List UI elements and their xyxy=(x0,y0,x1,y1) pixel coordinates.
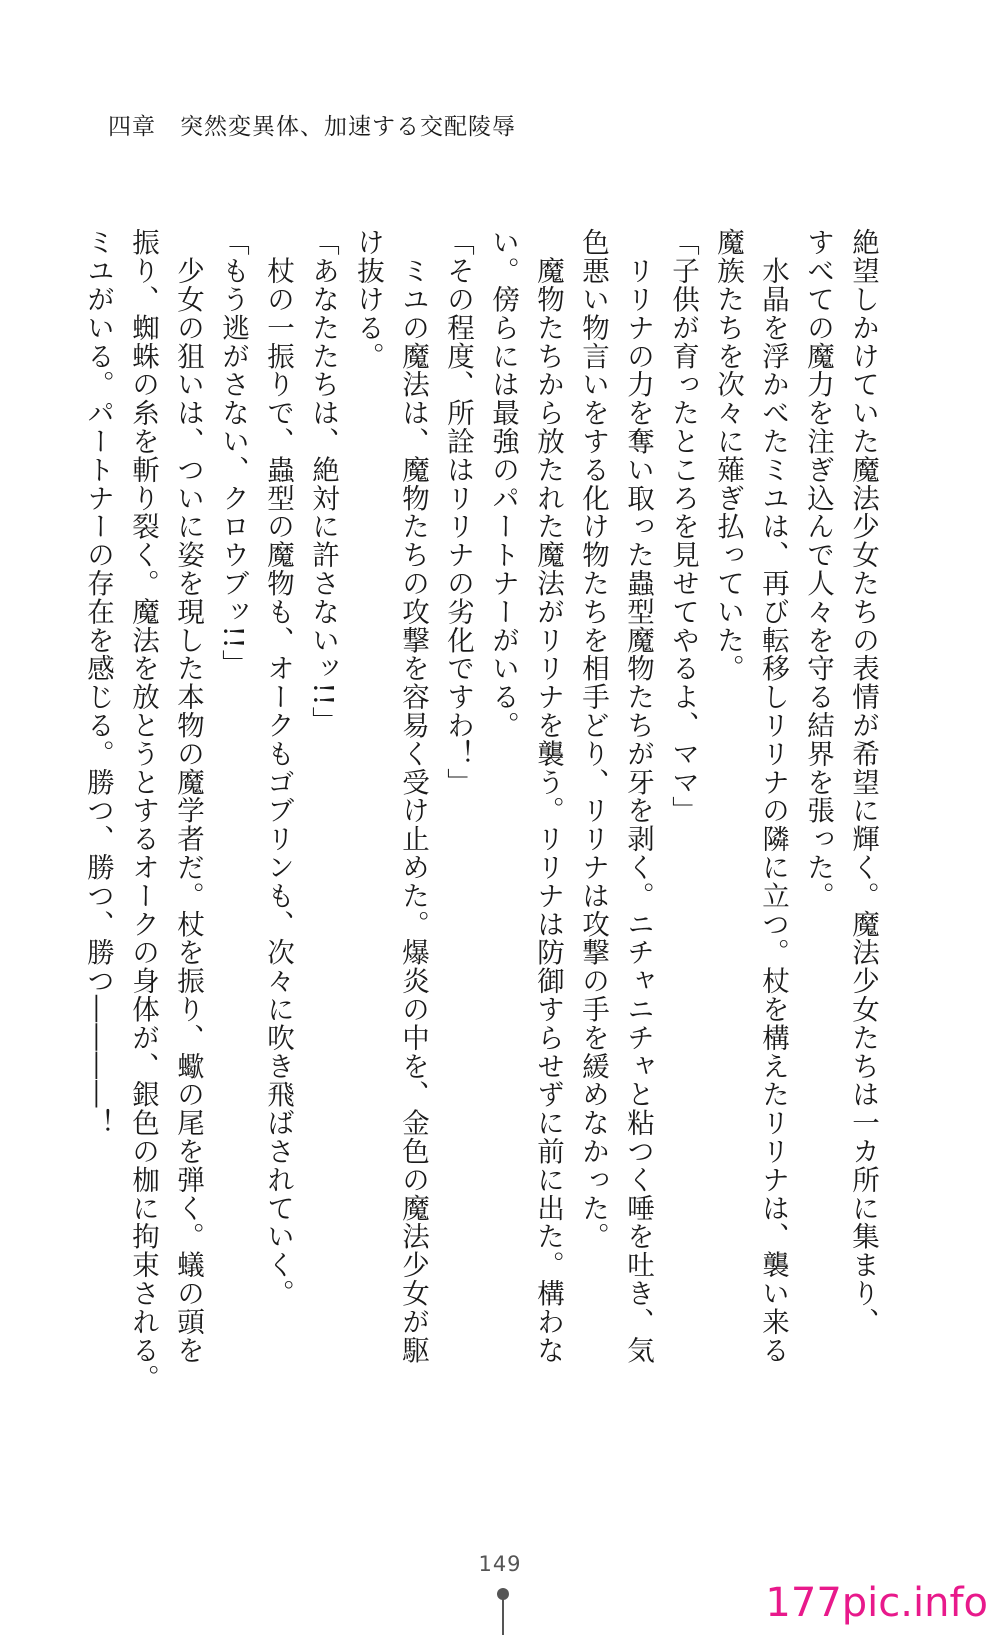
text-line: 「子供が育ったところを見せてやるよ、ママ」 xyxy=(667,228,699,825)
text-line: リリナの力を奪い取った蟲型魔物たちが牙を剥く。ニチャニチャと粘つく唾を吐き、気 xyxy=(622,228,654,1364)
text-line: 色悪い物言いをする化け物たちを相手どり、リリナは攻撃の手を緩めなかった。 xyxy=(577,228,609,1251)
watermark: 177pic.info xyxy=(765,1580,988,1626)
page-marker-line xyxy=(502,1598,504,1635)
text-line: 杖の一振りで、蟲型の魔物も、オークもゴブリンも、次々に吹き飛ばされていく。 xyxy=(262,228,294,1308)
text-line: 魔物たちから放たれた魔法がリリナを襲う。リリナは防御すらせずに前に出た。構わな xyxy=(532,228,564,1364)
text-line: ミユがいる。パートナーの存在を感じる。勝つ、勝つ、勝つ――――！ xyxy=(82,228,114,1137)
text-line: 少女の狙いは、ついに姿を現した本物の魔学者だ。杖を振り、蠍の尾を弾く。蟻の頭を xyxy=(172,228,204,1364)
text-line: 水晶を浮かべたミユは、再び転移しリリナの隣に立つ。杖を構えたリリナは、襲い来る xyxy=(757,228,789,1364)
page-number: 149 xyxy=(478,1552,522,1576)
text-line: 「もう逃がさない、クロウブッ!!」 xyxy=(217,228,249,678)
text-line: すべての魔力を注ぎ込んで人々を守る結界を張った。 xyxy=(802,228,834,910)
text-line: 「あなたたちは、絶対に許さないッ!!」 xyxy=(307,228,339,735)
text-line: い。傍らには最強のパートナーがいる。 xyxy=(487,228,519,740)
text-line: ミユの魔法は、魔物たちの攻撃を容易く受け止めた。爆炎の中を、金色の魔法少女が駆 xyxy=(397,228,429,1364)
chapter-header: 四章 突然変異体、加速する交配陵辱 xyxy=(108,114,516,140)
text-line: 振り、蜘蛛の糸を斬り裂く。魔法を放とうとするオークの身体が、銀色の枷に拘束される。 xyxy=(127,228,159,1393)
text-line: 魔族たちを次々に薙ぎ払っていた。 xyxy=(712,228,744,683)
body-text xyxy=(82,228,885,1393)
text-line: 絶望しかけていた魔法少女たちの表情が希望に輝く。魔法少女たちは一カ所に集まり、 xyxy=(847,228,879,1336)
text-line: 「その程度、所詮はリリナの劣化ですわ！」 xyxy=(442,228,474,796)
text-line: け抜ける。 xyxy=(352,228,384,370)
